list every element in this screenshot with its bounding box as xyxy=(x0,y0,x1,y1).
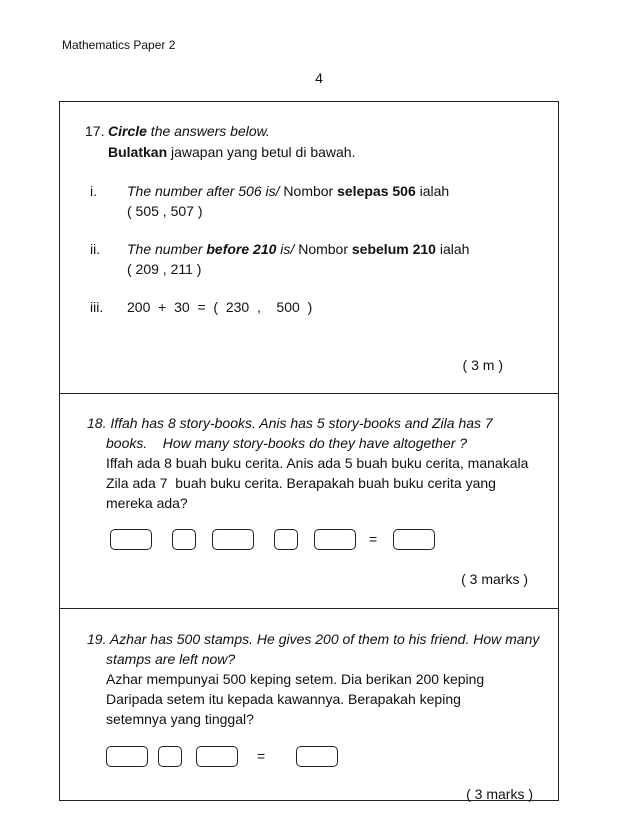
q19-english-line-2: stamps are left now? xyxy=(106,651,236,667)
q19-answer-box-2[interactable] xyxy=(196,746,238,767)
q17-item-i-ms-a: Nombor xyxy=(279,183,338,199)
q17-item-ii-text xyxy=(127,240,469,258)
q17-item-i-en: The number after 506 is/ xyxy=(127,183,280,199)
question-19 xyxy=(60,608,558,802)
q18-equals-sign: = xyxy=(369,531,378,547)
q17-instruction-en-rest: the answers below. xyxy=(146,123,270,139)
question-frame xyxy=(59,101,559,801)
question-17 xyxy=(60,102,558,393)
q18-malay-line-2: Zila ada 7 buah buku cerita. Berapakah buah buku cerita yang xyxy=(106,475,496,491)
q17-item-ii-en-a: The number xyxy=(127,241,207,257)
q17-item-iii-label: iii. xyxy=(90,299,104,315)
q17-item-i-label: i. xyxy=(90,183,97,199)
q19-english-line-1: 19. Azhar has 500 stamps. He gives 200 of them to his friend. How many xyxy=(87,631,540,647)
q17-item-i-ms-c: ialah xyxy=(415,183,450,199)
q17-instruction-ms xyxy=(108,143,355,161)
q17-item-ii-label: ii. xyxy=(90,241,101,257)
q18-malay-line-1: Iffah ada 8 buah buku cerita. Anis ada 5 buah buku cerita, manakala xyxy=(106,455,529,471)
paper-title: Mathematics Paper 2 xyxy=(62,38,176,52)
q17-number: 17. xyxy=(85,123,105,139)
q17-instruction-ms-bold: Bulatkan xyxy=(108,144,168,160)
q17-item-i-ms-bold: selepas 506 xyxy=(337,183,416,199)
q18-english-line-2: books. How many story-books do they have altogether ? xyxy=(106,435,468,451)
q17-item-ii-ms-c: ialah xyxy=(435,241,470,257)
q18-malay-line-3: mereka ada? xyxy=(106,495,188,511)
q17-instruction-en-bold: Circle xyxy=(108,123,147,139)
q17-item-i-text xyxy=(127,182,449,200)
q19-malay-line-1: Azhar mempunyai 500 keping setem. Dia berikan 200 keping xyxy=(106,671,485,687)
q17-instruction-ms-rest: jawapan yang betul di bawah. xyxy=(167,144,356,160)
q18-answer-box-2[interactable] xyxy=(212,529,254,550)
q19-answer-box-1[interactable] xyxy=(106,746,148,767)
q19-operator-box[interactable] xyxy=(158,746,182,767)
page-number: 4 xyxy=(315,70,323,86)
q19-marks: ( 3 marks ) xyxy=(466,786,533,802)
q17-item-ii-choices: ( 209 , 211 ) xyxy=(127,261,202,277)
q18-answer-box-1[interactable] xyxy=(110,529,152,550)
q18-result-box[interactable] xyxy=(393,529,435,550)
q17-instruction-en xyxy=(108,122,270,140)
q19-equals-sign: = xyxy=(257,748,266,764)
q18-marks: ( 3 marks ) xyxy=(461,571,528,587)
q17-item-i-choices: ( 505 , 507 ) xyxy=(127,203,203,219)
q17-item-iii-text: 200 + 30 = ( 230 , 500 ) xyxy=(127,299,313,315)
q18-operator-box-2[interactable] xyxy=(274,529,298,550)
q18-english-line-1: 18. Iffah has 8 story-books. Anis has 5 story-books and Zila has 7 xyxy=(87,415,493,431)
q17-item-ii-ms-bold: sebelum 210 xyxy=(351,241,436,257)
q17-item-ii-en-bold: before 210 xyxy=(206,241,277,257)
q17-item-ii-ms-a: Nombor xyxy=(294,241,352,257)
q17-marks: ( 3 m ) xyxy=(462,357,503,373)
q17-item-ii-en-c: is/ xyxy=(276,241,295,257)
q19-malay-line-3: setemnya yang tinggal? xyxy=(106,711,254,727)
question-18 xyxy=(60,393,558,608)
q19-result-box[interactable] xyxy=(296,746,338,767)
q19-malay-line-2: Daripada setem itu kepada kawannya. Berapakah keping xyxy=(106,691,461,707)
q18-answer-box-3[interactable] xyxy=(314,529,356,550)
q18-operator-box-1[interactable] xyxy=(172,529,196,550)
